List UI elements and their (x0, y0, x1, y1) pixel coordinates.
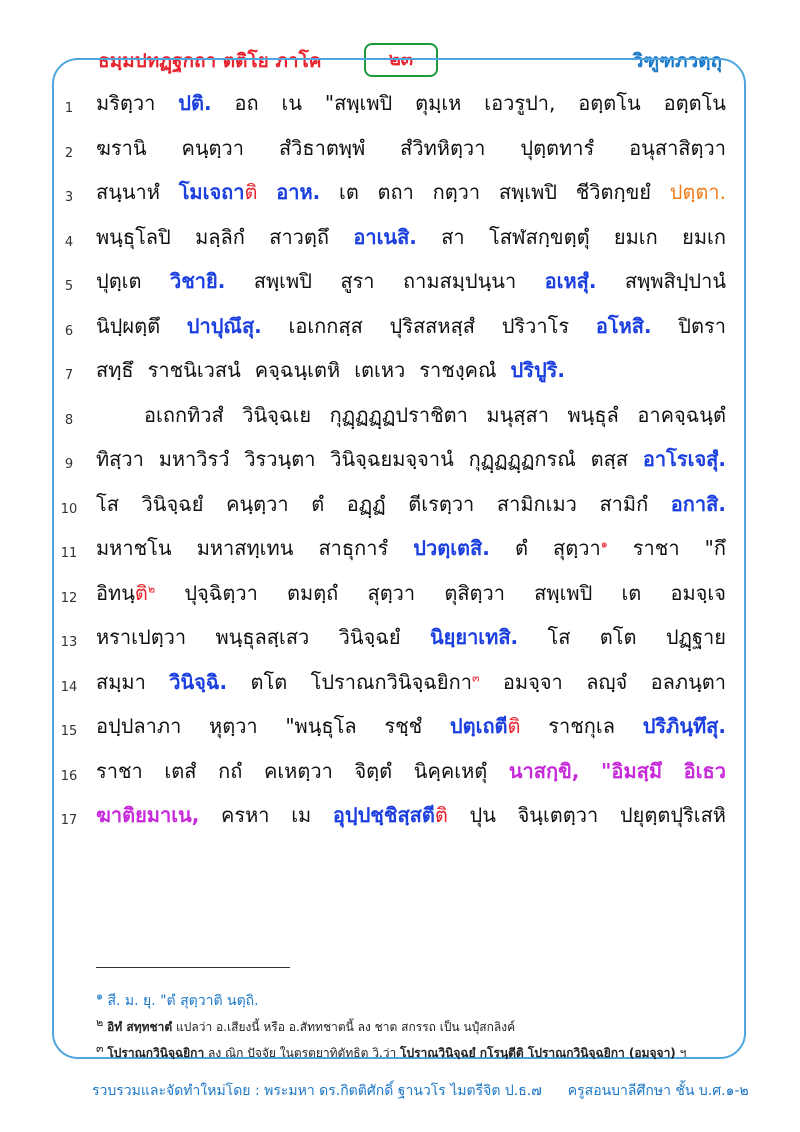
word-part: ติ (507, 714, 521, 738)
word: โสฬสกฺขตฺตุํ (488, 224, 590, 249)
word: กตฺวา (432, 180, 481, 204)
word: คนฺตฺวา (181, 135, 244, 160)
word: ปุจฺฉิตฺวา (184, 580, 258, 605)
word: อตฺตโน (663, 91, 726, 115)
word: ราชกุเล (548, 714, 615, 738)
word: นาสกฺขิ, (508, 758, 580, 783)
word: อฏฺฏํ (346, 491, 386, 516)
word: วินิจฺฉยมจฺจานํ (330, 447, 454, 471)
text-line (96, 219, 726, 255)
text-line (96, 664, 726, 700)
word: เน (281, 91, 303, 115)
line-number: 8 (64, 412, 74, 428)
word: "พนฺธุโล (285, 714, 357, 738)
word: ตํ (514, 536, 528, 560)
word: อเหสุํ. (544, 269, 597, 293)
page-footer (92, 1080, 749, 1102)
word: เต (338, 180, 359, 204)
word: "อิมสฺมึ (601, 758, 663, 783)
word: อโหสิ. (595, 313, 652, 338)
line-number: 2 (64, 145, 74, 161)
word-part: ติ (434, 803, 448, 827)
word: กุฏฺฏฏฺฏกรณํ (468, 447, 576, 471)
footnote-rule (96, 967, 290, 968)
word: ปุน (469, 803, 496, 827)
word: พนฺธุโลปิ (96, 224, 171, 249)
page-header-left-title: ธมฺมปทฏฺฐกถา ตติโย ภาโค (98, 50, 322, 72)
word: ตุมฺเห (415, 91, 462, 115)
text-line (96, 85, 726, 121)
word-part: โมเจถา (178, 180, 245, 204)
footer-author: รวบรวมและจัดทำใหม่โดย : พระมหา ดร.กิตติศักดิ์ ฐานวโร ไมตรีจิต ป.ธ.๗ (92, 1083, 542, 1099)
word: มนุสฺสา (486, 402, 549, 427)
text-line (96, 486, 726, 522)
line-number: 5 (64, 279, 74, 294)
word: สพฺเพปิ (534, 580, 593, 605)
word: อมจฺจา (502, 669, 563, 694)
word: วินิจฺฉยํ (338, 625, 401, 649)
word: ลญฺจํ (586, 669, 628, 694)
word: มริตฺวา (96, 91, 156, 115)
word: ครหา (220, 803, 270, 827)
word: อาคจฺฉนฺตํ (637, 402, 726, 427)
word: นิปฺผตฺตึ (96, 313, 161, 338)
word (311, 664, 480, 700)
word: วิชายิ. (169, 269, 226, 293)
word: เอเกกสฺส (288, 313, 363, 338)
word: หุตฺวา (209, 714, 258, 738)
word: ราชงฺคณํ (419, 358, 497, 382)
word: ปริวาโร (501, 313, 570, 338)
word-part: ปตฺเถตี (449, 714, 508, 738)
word: นิคฺคเหตุํ (413, 758, 488, 783)
word: มหาสทฺเทน (196, 536, 294, 560)
word: สาธุการํ (318, 536, 389, 560)
footnote-2: $^๒$ อิทํ สทฺทชาตํ แปลว่า อ.เสียงนี้ หรือ อ.สัททชาตนี้ ลง ชาต สกรรถ เป็น นปุํสกลิงค์ (96, 1016, 516, 1034)
line-number: 15 (60, 724, 78, 739)
word: วินิจฺฉิ. (169, 669, 228, 694)
text-line (96, 619, 726, 655)
word: ราชา (96, 758, 143, 783)
word: หราเปตฺวา (96, 625, 187, 649)
word: นิยฺยาเทสิ. (429, 625, 519, 649)
line-number: 1 (64, 101, 74, 116)
word: สพฺเพปิ (253, 269, 312, 293)
line-number: 14 (60, 679, 78, 695)
word: วินิจฺฉเย (242, 402, 312, 427)
word: สูรา (340, 269, 375, 293)
word: เม (291, 803, 312, 827)
word: คเหตฺวา (263, 758, 333, 783)
word: ปวตฺเตสิ. (413, 536, 490, 560)
word: อตฺตโน (578, 91, 641, 115)
word: สุตฺวา (367, 580, 416, 605)
text-line (96, 708, 726, 744)
word: ราชา (632, 536, 680, 560)
word: มหาชโน (96, 536, 172, 560)
word: กุฏฺฏฏฺฏปราชิตา (329, 402, 468, 427)
word-part: อุปฺปชฺชิสฺสตี (332, 803, 435, 827)
text-line (96, 263, 726, 299)
footnote-marker: ๒ (147, 581, 156, 595)
word: อกาสิ. (670, 491, 726, 516)
text-line (96, 308, 726, 344)
word: พนฺธุลสฺเสว (215, 625, 310, 649)
text-line (96, 441, 726, 477)
text-line (96, 530, 726, 566)
word-part: อิทนฺ (96, 580, 135, 605)
word: ปติ. (178, 91, 212, 115)
word: เอวรูปา, (484, 91, 556, 115)
word: ปยุตฺตปุริเสหิ (619, 803, 726, 827)
word: ปฏฺฐาย (665, 625, 726, 649)
word: จินฺเตตฺวา (517, 803, 599, 827)
word: ปุริสสหสฺสํ (389, 313, 475, 338)
word: ราชนิเวสนํ (147, 358, 241, 382)
text-line (96, 352, 726, 388)
text-line (96, 397, 726, 433)
text-line (96, 797, 726, 833)
footnote-marker: ๓ (471, 670, 480, 684)
word: กถํ (218, 758, 243, 783)
word: สามิกเมว (496, 491, 577, 516)
footnote-1: $^๑$ สี. ม. ยุ. "ตํ สุตฺวาติ นตฺถิ. (96, 989, 259, 1009)
line-number: 3 (64, 190, 74, 205)
word: อาห. (276, 180, 321, 204)
word: ปริภินฺทึสุ. (642, 714, 726, 738)
page-header-right-title: วิฑูฑภวตฺถุ (632, 50, 722, 72)
line-number: 6 (64, 323, 74, 339)
word (553, 530, 608, 566)
line-number: 12 (60, 590, 78, 606)
word: สพฺเพปิ (498, 180, 557, 204)
word: "สพฺเพปิ (324, 91, 393, 115)
word: สทฺธึ (96, 358, 134, 382)
word: อปฺปลาภา (96, 714, 182, 738)
word: สา (441, 224, 465, 249)
word: ตโต (250, 669, 288, 694)
word: สํวิทหิตฺวา (400, 135, 486, 160)
word: ปาปุณึสุ. (186, 313, 262, 338)
word: อนุสาสิตฺวา (629, 135, 726, 160)
word: อิเธว (683, 758, 726, 783)
text-line (96, 575, 726, 611)
word: เตสํ (164, 758, 197, 783)
line-number: 17 (60, 813, 78, 828)
word: เตเหว (354, 358, 406, 382)
word: มหาวิรวํ (158, 447, 230, 471)
word: รชฺชํ (384, 714, 423, 738)
word: ปิตรา (678, 313, 726, 338)
line-number: 7 (64, 368, 74, 383)
word (96, 575, 155, 611)
word: วินิจฺฉยํ (141, 491, 204, 516)
line-number: 9 (64, 457, 74, 472)
word: "กึ (704, 536, 726, 560)
word: โส (547, 625, 571, 649)
line-number: 16 (60, 768, 78, 784)
word: อถ (234, 91, 259, 115)
line-number: 10 (60, 501, 78, 517)
line-number: 4 (64, 234, 74, 250)
word: ตีเรตฺวา (408, 491, 475, 516)
word-part: สุตฺวา (553, 536, 601, 560)
word: อาเนสิ. (353, 224, 417, 249)
word: สมฺมา (96, 669, 146, 694)
word: คนฺตฺวา (226, 491, 289, 516)
word: ตโต (599, 625, 637, 649)
word (450, 708, 521, 744)
word: พนฺธุลํ (567, 402, 619, 427)
word: ปริปูริ. (510, 358, 565, 382)
word: ยมเก (613, 224, 658, 249)
text-line (96, 174, 726, 210)
word: อเถกทิวสํ (144, 402, 224, 427)
page-number-box: ๒๓ (364, 43, 438, 77)
word: ฆรานิ (96, 135, 147, 160)
word: ตํ (311, 491, 325, 516)
word: สพฺพสิปฺปานํ (624, 269, 726, 293)
word: จิตฺตํ (354, 758, 393, 783)
word-part: ติ (134, 580, 148, 605)
word: อลภนฺตา (650, 669, 726, 694)
word: สํวิธาตพฺพํ (278, 135, 366, 160)
word (333, 797, 448, 833)
word: ยมเก (682, 224, 726, 249)
word-part: โปราณกวินิจฺฉยิกา (310, 669, 472, 694)
word-part: ติ (244, 180, 258, 204)
word: ตสฺส (590, 447, 629, 471)
word: ทิสฺวา (96, 447, 144, 471)
word: มลฺลิกํ (195, 224, 245, 249)
word (179, 174, 258, 210)
word: คจฺฉนฺเตหิ (254, 358, 341, 382)
word: อาโรเจสุํ. (642, 447, 726, 471)
footnote-marker: ๑ (600, 537, 608, 551)
word: ฆาติยมาเน, (96, 803, 200, 827)
word: สนฺนาหํ (96, 180, 160, 204)
line-number: 11 (60, 546, 78, 561)
word: ตถา (377, 180, 414, 204)
footnote-3: $^๓$ โปราณกวินิจฺฉยิกา ลง ณิก ปัจจัย ในตรตยาทิตัทธิต วิ.ว่า โปราณวินิจฺฉยํ กโรนฺตีติ โปราณกวินิจฺฉยิกา (อมจฺจา) ฯ (96, 1042, 687, 1060)
word: ชีวิตกฺขยํ (575, 180, 651, 204)
text-line (96, 753, 726, 789)
word: ถามสมฺปนฺนา (402, 269, 517, 293)
word: อมจฺเจ (670, 580, 726, 605)
word: ปุตฺตทารํ (520, 135, 595, 160)
word: ปตฺตา. (669, 180, 726, 204)
word: วิรวนฺตา (244, 447, 316, 471)
word: ปุตฺเต (96, 269, 142, 293)
line-number: 13 (60, 635, 78, 650)
word: ตมตฺถํ (287, 580, 339, 605)
word: สามิกํ (599, 491, 649, 516)
footer-course: ครูสอนบาลีศึกษา ชั้น บ.ศ.๑-๒ (567, 1083, 749, 1099)
word: ตุสิตฺวา (444, 580, 505, 605)
word: เต (621, 580, 642, 605)
word: โส (96, 491, 119, 516)
text-line (96, 130, 726, 166)
word: สาวตฺถึ (269, 224, 329, 249)
